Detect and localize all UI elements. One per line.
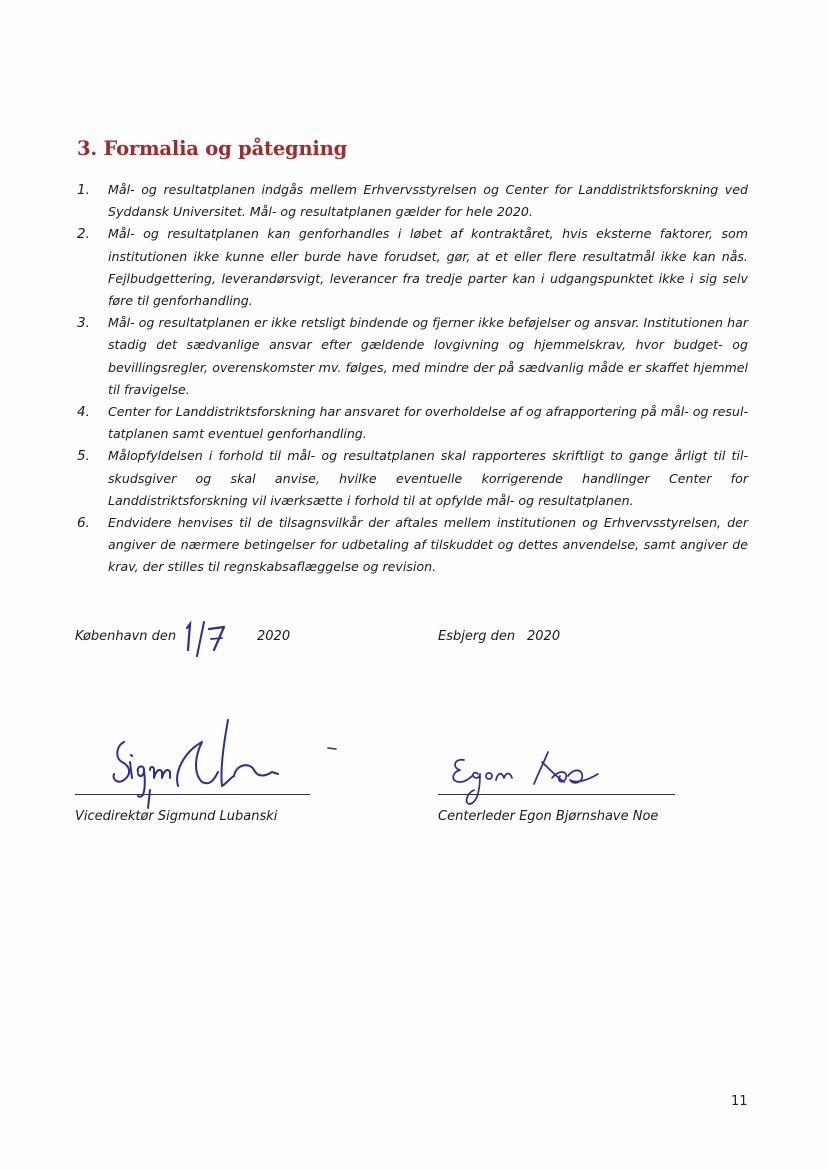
- signature-lubanski: [100, 712, 345, 812]
- item-number: 5.: [77, 448, 90, 465]
- signatory-name-left: Vicedirektør Sigmund Lubanski: [75, 809, 278, 824]
- item-text: Center for Landdistriktsforskning har ansvaret for overholdelse af og afrapportering på mål- og resultatplanen samt eventuel genforhandling.: [108, 404, 748, 442]
- signature-line-left: [75, 794, 310, 795]
- list-item: [0, 445, 828, 512]
- item-text: Mål- og resultatplanen er ikke retsligt bindende og fjerner ikke beføjelser og ansvar. Institutionen har stadig det sædvanlige ansvar efter gældende lovgivning og hjemmelskrav, hvor budget- og bevillingsregler, overenskomster mv. følges, med mindre der på sædvanlig måde er skaffet hjemmel til fravigelse.: [108, 315, 748, 397]
- item-text: Målopfyldelsen i forhold til mål- og resultatplanen skal rapporteres skriftligt to gange årligt til tilskudsgiver og skal anvise, hvilke eventuelle korrigerende handlinger Center for Landdistriktsforskning vil iværksætte i forhold til at opfylde mål- og resultatplanen.: [108, 448, 748, 508]
- item-text: Mål- og resultatplanen kan genforhandles i løbet af kontraktåret, hvis eksterne faktorer, som institutionen ikke kunne eller burde have forudset, gør, at et eller flere resultatmål ikke kan nås. Fejlbudgettering, leverandørsvigt, leverancer fra tredje parter kan i udgangspunktet ikke i sig selv føre til genforhandling.: [108, 226, 748, 309]
- list-item: [0, 179, 828, 223]
- handwritten-date: [178, 618, 236, 660]
- item-number: 3.: [77, 315, 90, 332]
- item-number: 4.: [77, 404, 90, 421]
- item-text: Endvidere henvises til de tilsagnsvilkår der aftales mellem institutionen og Erhvervsstyrelsen, der angiver de nærmere betingelser for udbetaling af tilskuddet og dettes anvendelse, samt angiver de krav, der stilles til regnskabsaflæggelse og revision.: [108, 515, 748, 575]
- list-item: [0, 512, 828, 579]
- page-number: 11: [731, 1094, 748, 1109]
- signature-line-right: [438, 794, 675, 795]
- item-number: 6.: [77, 515, 90, 532]
- section-heading: 3. Formalia og påtegning: [77, 137, 348, 160]
- place-esbjerg: Esbjerg den: [438, 629, 516, 644]
- signature-noe: [440, 748, 615, 810]
- item-number: 2.: [77, 226, 90, 243]
- list-item: [0, 401, 828, 445]
- item-number: 1.: [77, 182, 90, 198]
- item-text: Mål- og resultatplanen indgås mellem Erhvervsstyrelsen og Center for Landdistriktsforskning ved Syddansk Universitet. Mål- og resultatplanen gælder for hele 2020.: [108, 182, 748, 220]
- place-copenhagen: København den: [75, 629, 177, 644]
- year-right: 2020: [527, 629, 561, 644]
- signatory-name-right: Centerleder Egon Bjørnshave Noe: [438, 809, 659, 824]
- list-item: [0, 223, 828, 312]
- list-item: [0, 312, 828, 401]
- year-left: 2020: [257, 629, 291, 644]
- terms-list: [0, 179, 828, 579]
